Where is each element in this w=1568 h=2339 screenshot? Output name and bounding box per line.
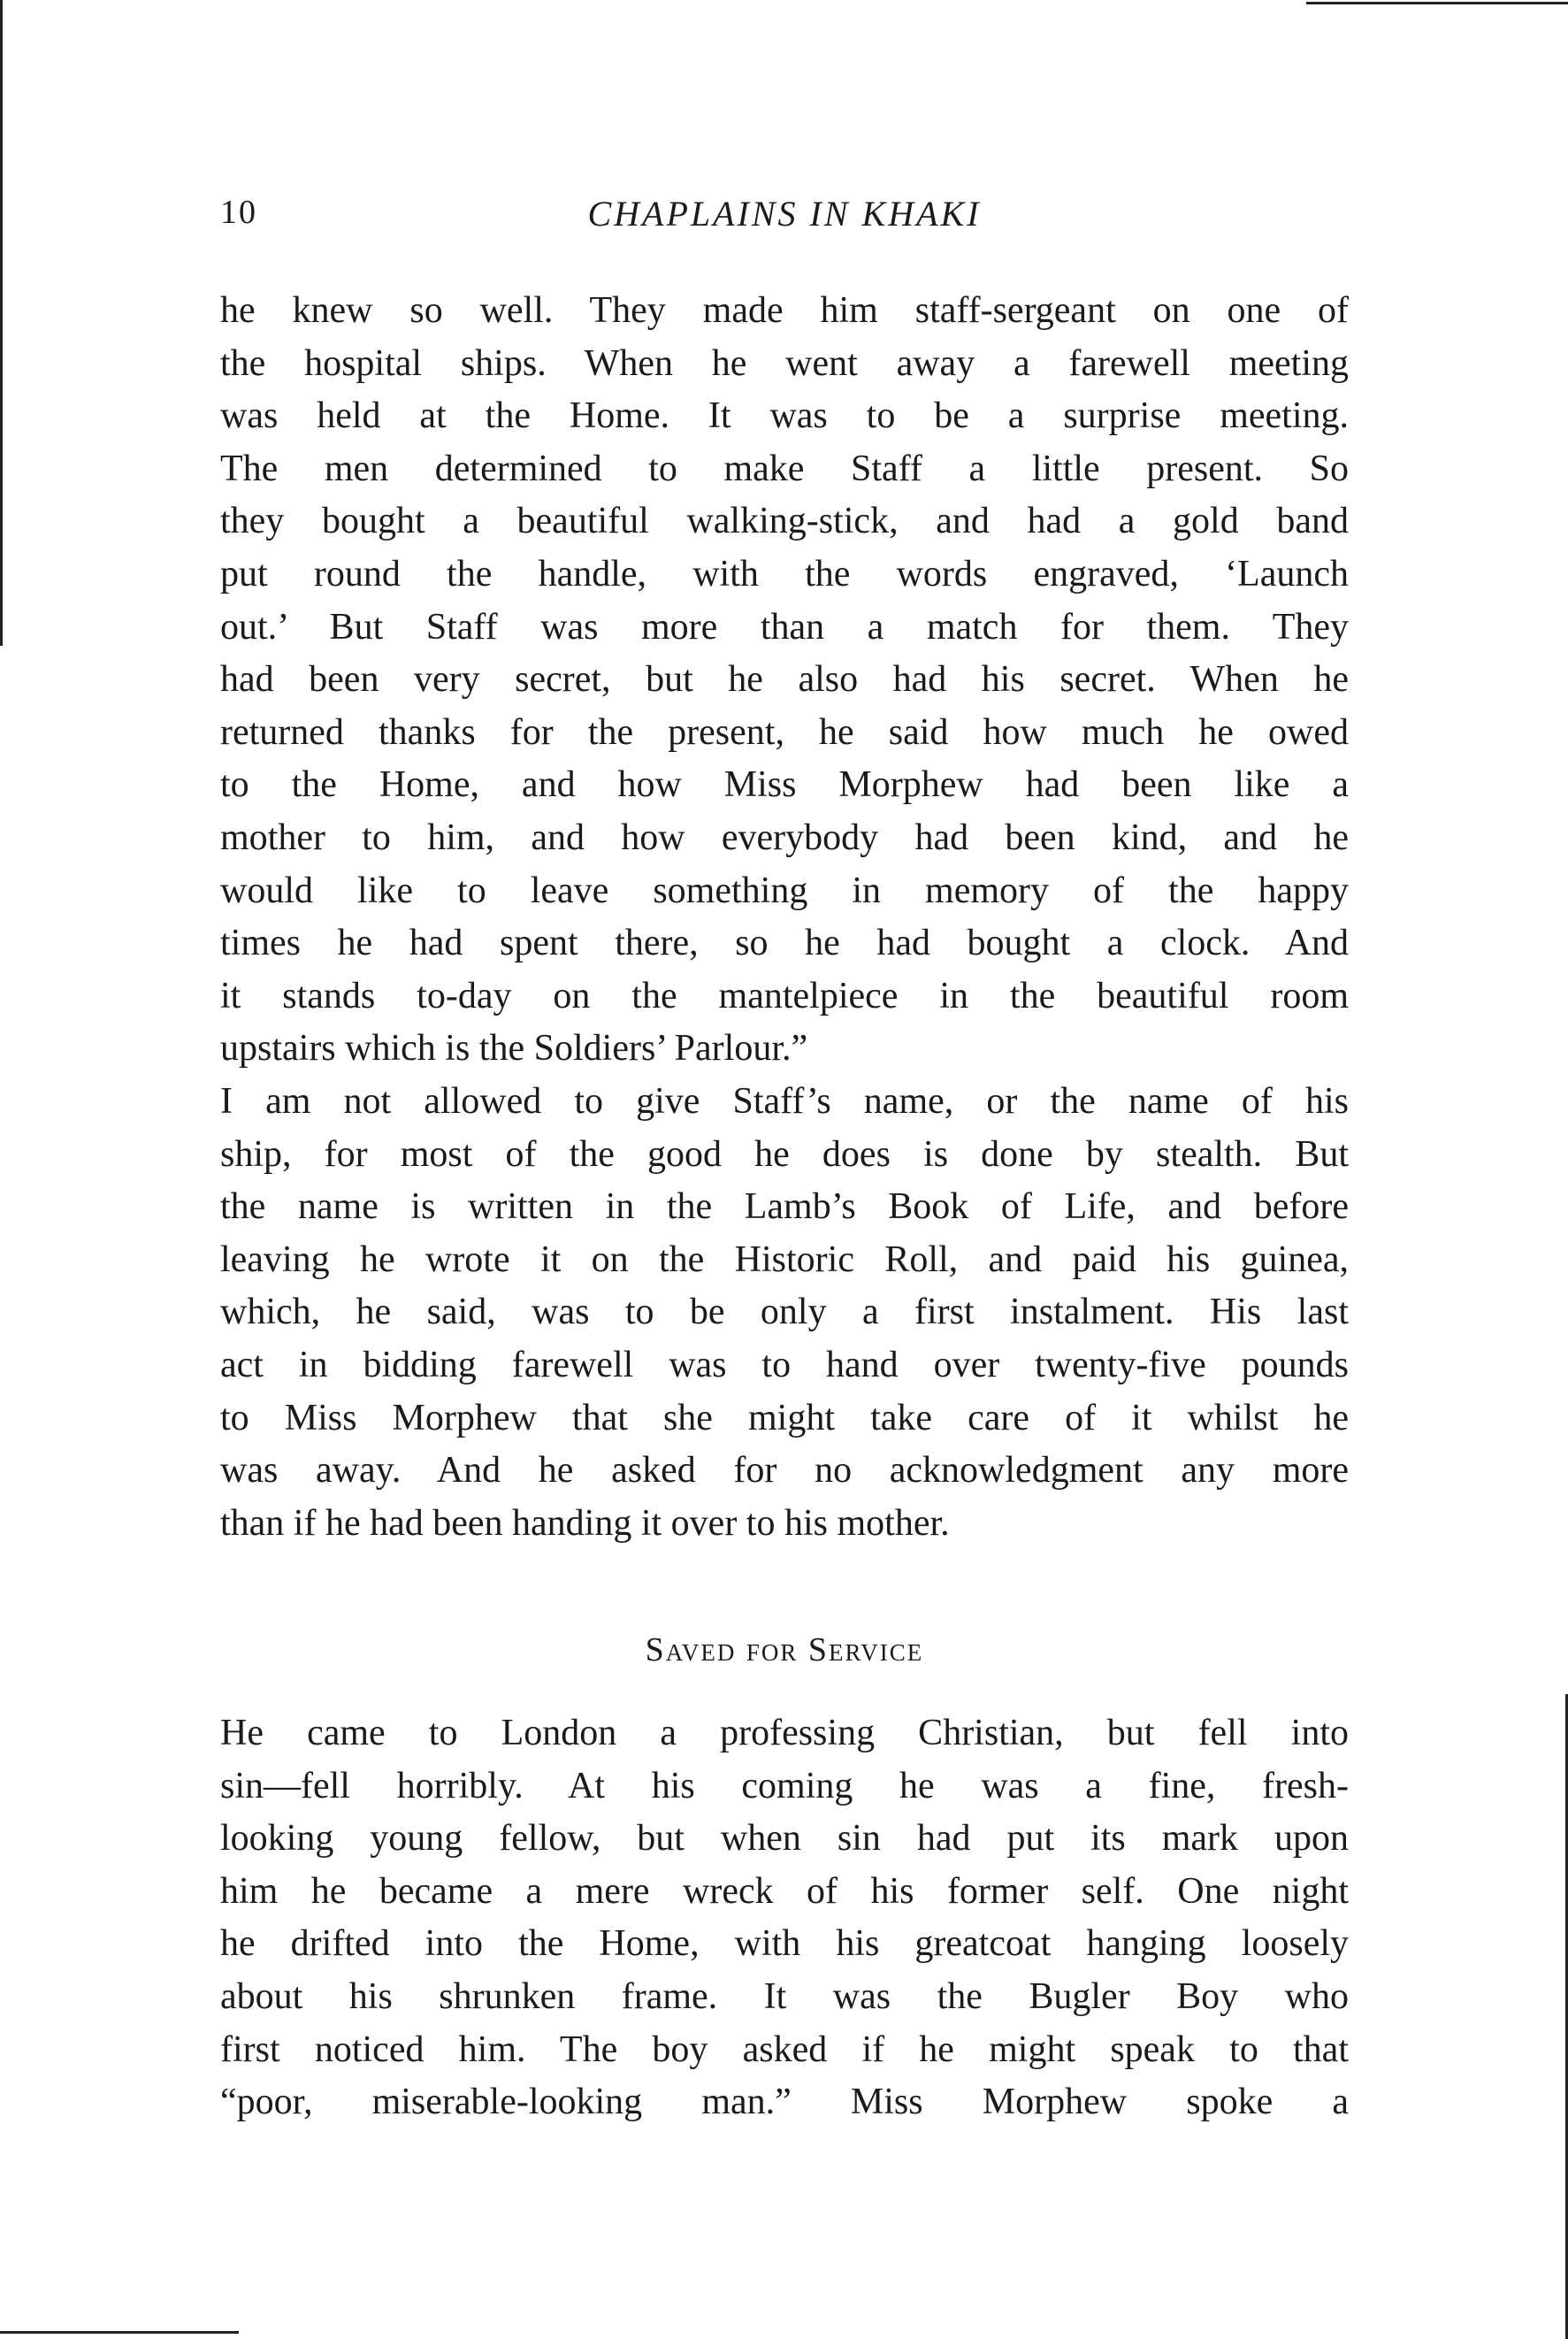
text-line: mother to him, and how everybody had been kind, and he xyxy=(220,817,1349,858)
text-line: it stands to-day on the mantelpiece in the beautiful room xyxy=(220,975,1349,1016)
text-line: than if he had been handing it over to his mother. xyxy=(220,1502,950,1544)
text-line: him he became a mere wreck of his former self. One night xyxy=(220,1870,1349,1912)
text-line: to Miss Morphew that she might take care of it whilst he xyxy=(220,1397,1349,1438)
running-head xyxy=(220,193,1349,246)
text-line: to the Home, and how Miss Morphew had been like a xyxy=(220,764,1349,806)
running-title: CHAPLAINS IN KHAKI xyxy=(587,194,982,234)
scan-border-left xyxy=(0,0,3,646)
text-line: had been very secret, but he also had his secret. When he xyxy=(220,659,1349,701)
text-line: about his shrunken frame. It was the Bugler Boy who xyxy=(220,1975,1349,2017)
text-line: they bought a beautiful walking-stick, and had a gold band xyxy=(220,501,1349,542)
text-line: first noticed him. The boy asked if he might speak to that xyxy=(220,2028,1349,2070)
text-line: ship, for most of the good he does is done by stealth. But xyxy=(220,1133,1349,1175)
text-line: act in bidding farewell was to hand over twenty-five pounds xyxy=(220,1344,1349,1385)
text-line: upstairs which is the Soldiers’ Parlour.” xyxy=(220,1028,808,1070)
text-line: out.’ But Staff was more than a match for them. They xyxy=(220,606,1349,648)
section-heading: Saved for Service xyxy=(645,1631,924,1668)
text-line: “poor, miserable-looking man.” Miss Morphew spoke a xyxy=(220,2082,1349,2123)
scan-border-bottom-left xyxy=(0,2331,239,2334)
text-line: looking young fellow, but when sin had put its mark upon xyxy=(220,1818,1349,1860)
page-number: 10 xyxy=(220,194,257,231)
paragraph-staff-name xyxy=(220,1076,1349,1550)
text-line: was held at the Home. It was to be a surprise meeting. xyxy=(220,395,1349,437)
text-line: The men determined to make Staff a little present. So xyxy=(220,448,1349,489)
paragraph-continued xyxy=(220,285,1349,1076)
text-line: was away. And he asked for no acknowledgment any more xyxy=(220,1450,1349,1492)
text-line: He came to London a professing Christian, but fell into xyxy=(220,1713,1349,1753)
text-line: returned thanks for the present, he said how much he owed xyxy=(220,711,1349,753)
paragraph-saved-for-service xyxy=(220,1707,1349,2129)
text-line: leaving he wrote it on the Historic Roll, and paid his guinea, xyxy=(220,1239,1349,1280)
text-line: put round the handle, with the words engraved, ‘Launch xyxy=(220,553,1349,594)
text-line: would like to leave something in memory of the happy xyxy=(220,870,1349,911)
text-line: the name is written in the Lamb’s Book of Life, and before xyxy=(220,1186,1349,1228)
text-line: I am not allowed to give Staff’s name, or the name of his xyxy=(220,1081,1349,1122)
text-line: the hospital ships. When he went away a farewell meeting xyxy=(220,342,1349,384)
text-line: times he had spent there, so he had bought a clock. And xyxy=(220,923,1349,964)
scan-border-top-right xyxy=(1306,2,1568,4)
text-line: he knew so well. They made him staff-sergeant on one of xyxy=(220,290,1349,331)
text-line: he drifted into the Home, with his greatcoat hanging loosely xyxy=(220,1923,1349,1965)
text-line: which, he said, was to be only a first instalment. His last xyxy=(220,1292,1349,1333)
text-line: sin—fell horribly. At his coming he was a fine, fresh- xyxy=(220,1765,1349,1806)
